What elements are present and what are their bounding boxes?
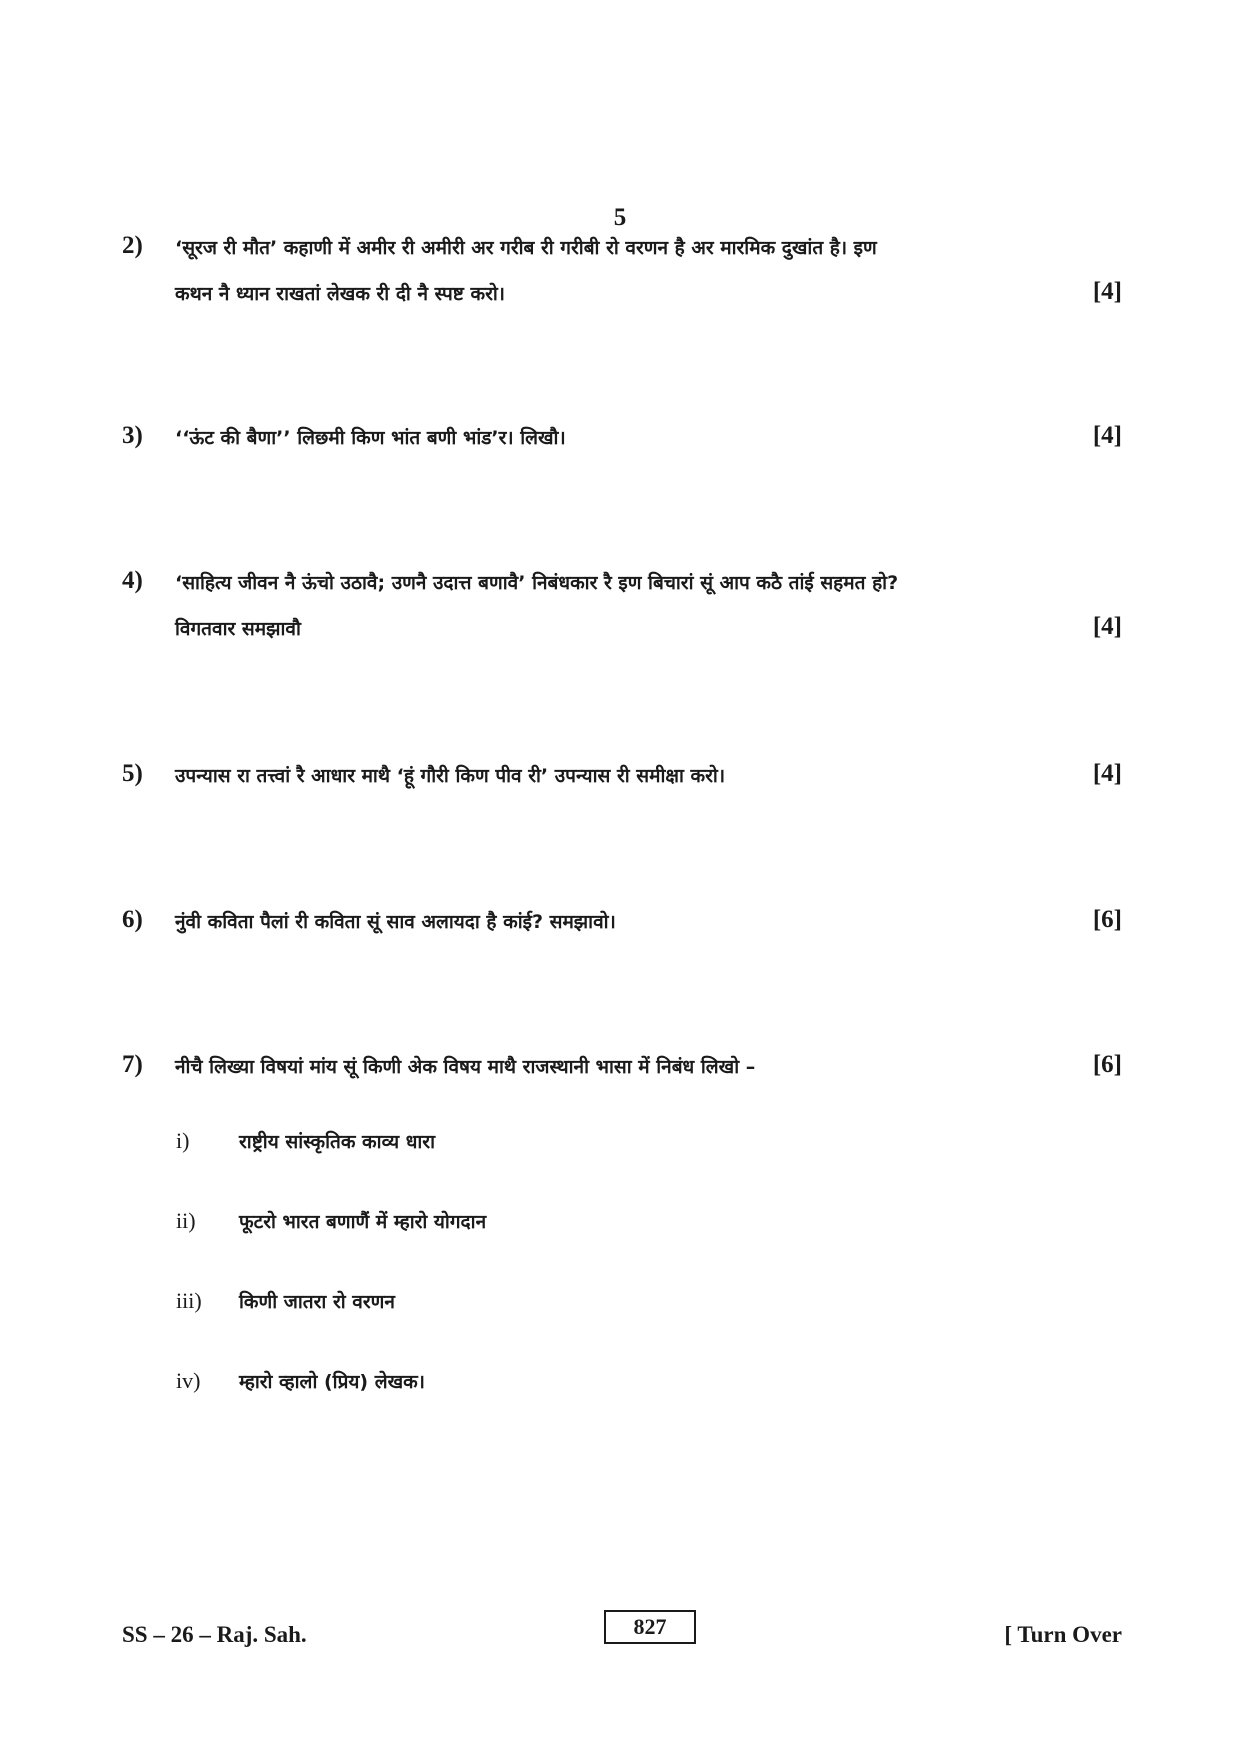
turn-over-note: [ Turn Over: [1004, 1622, 1122, 1647]
question-marks: [6]: [1092, 1051, 1122, 1078]
option-text: म्हारो व्हालो (प्रिय) लेखक।: [239, 1371, 425, 1393]
question-text-line-2: कथन नै ध्यान राखतां लेखक री दी नै स्पष्ट करो।: [175, 283, 505, 305]
question-marks: [4]: [1092, 613, 1122, 640]
question-marks: [4]: [1092, 422, 1122, 449]
question-7: [122, 1051, 1122, 1087]
question-number: 5): [122, 760, 143, 787]
page-number: 5: [613, 204, 627, 231]
option-text: फूटरो भारत बणाणैं में म्हारो योगदान: [239, 1211, 487, 1233]
question-number: 7): [122, 1051, 143, 1078]
question-text-line-1: नीचै लिख्या विषयां मांय सूं किणी अेक विषय माथै राजस्थानी भासा में निबंध लिखो –: [175, 1056, 756, 1078]
question-text-line-1: नुंवी कविता पैलां री कविता सूं साव अलायदा है कांई? समझावो।: [175, 911, 616, 933]
paper-code: SS – 26 – Raj. Sah.: [122, 1622, 307, 1647]
question-text-line-2: विगतवार समझावौ: [175, 618, 301, 640]
option-label: i): [176, 1128, 190, 1153]
page-code-box: 827: [604, 1610, 696, 1644]
option-label: iv): [176, 1368, 201, 1393]
question-6: [122, 906, 1122, 942]
option-text: किणी जातरा रो वरणन: [239, 1291, 395, 1313]
question-number: 6): [122, 906, 143, 933]
question-text-line-1: ‘‘ऊंट की बैणा’’ लिछमी किण भांत बणी भांड’र। लिखौ।: [175, 427, 566, 449]
question-2: [122, 232, 1122, 312]
question-4: [122, 567, 1122, 647]
question-text-line-1: ‘साहित्य जीवन नै ऊंचो उठावै; उणनै उदात्त बणावै’ निबंधकार रै इण बिचारां सूं आप कठै तांई सहमत हो?: [175, 572, 899, 594]
question-text-line-1: उपन्यास रा तत्त्वां रै आधार माथै ‘हूं गौरी किण पीव री’ उपन्यास री समीक्षा करो।: [175, 765, 726, 787]
question-marks: [4]: [1092, 278, 1122, 305]
question-marks: [6]: [1092, 906, 1122, 933]
question-3: [122, 422, 1122, 458]
question-text-line-1: ‘सूरज री मौत’ कहाणी में अमीर री अमीरी अर गरीब री गरीबी रो वरणन है अर मारमिक दुखांत है। इण: [175, 237, 877, 259]
question-number: 4): [122, 567, 143, 594]
option-label: iii): [176, 1288, 202, 1313]
question-number: 2): [122, 232, 143, 259]
option-label: ii): [176, 1208, 196, 1233]
option-text: राष्ट्रीय सांस्कृतिक काव्य धारा: [239, 1131, 435, 1153]
question-number: 3): [122, 422, 143, 449]
question-5: [122, 760, 1122, 796]
question-marks: [4]: [1092, 760, 1122, 787]
